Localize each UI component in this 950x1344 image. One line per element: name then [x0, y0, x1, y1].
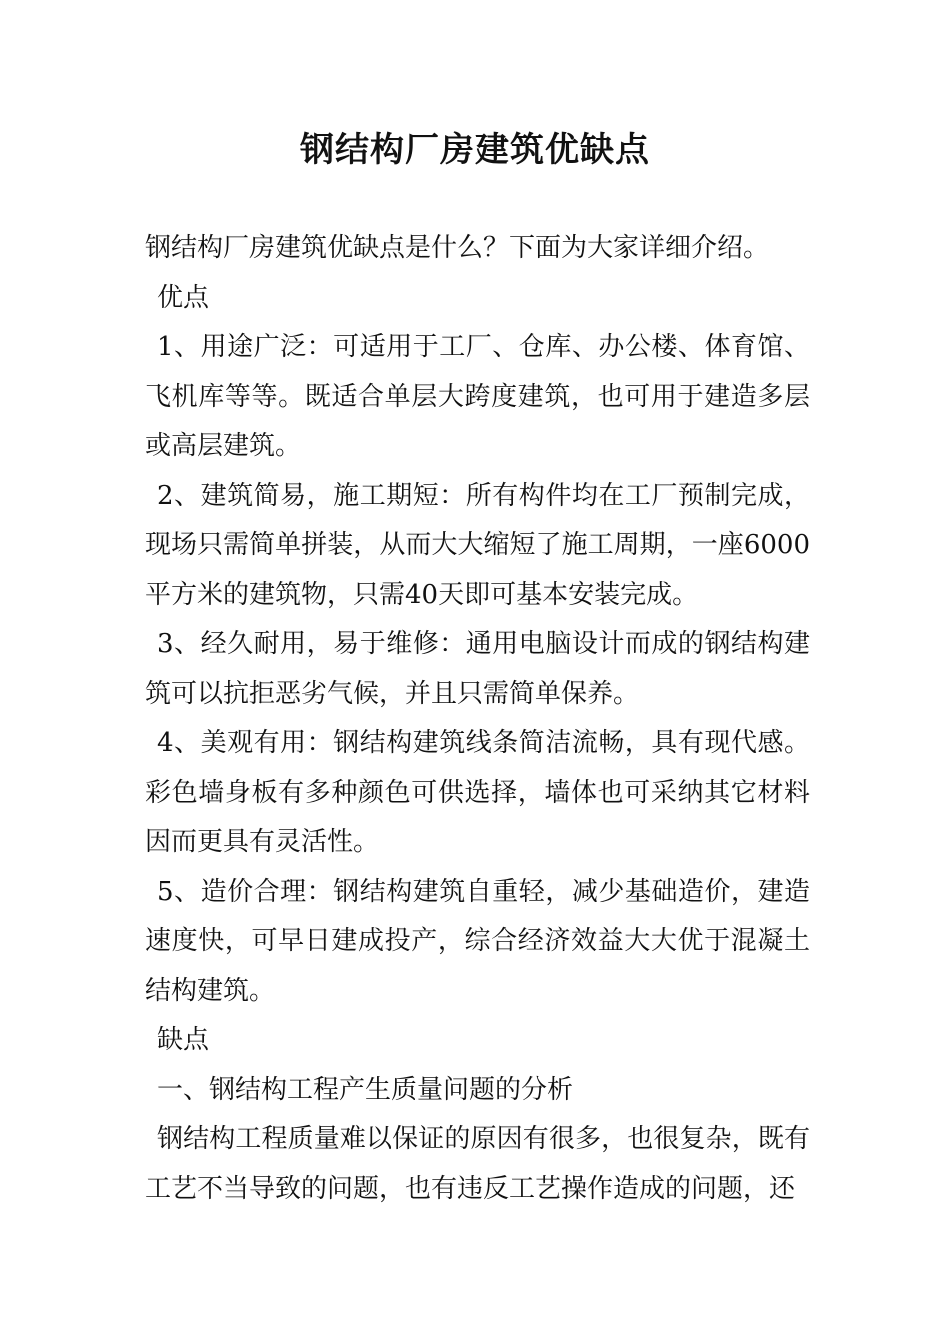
advantage-1-paragraph: 1、用途广泛：可适用于工厂、仓库、办公楼、体育馆、飞机库等等。既适合单层大跨度建筑，也可用于建造多层或高层建筑。: [145, 332, 810, 461]
advantages-heading: 优点: [157, 282, 210, 313]
advantage-2-paragraph: 2、建筑简易，施工期短：所有构件均在工厂预制完成，现场只需简单拼装，从而大大缩短了施工周期，一座6000平方米的建筑物，只需40天即可基本安装完成。: [145, 480, 810, 610]
document-body: [145, 224, 810, 1214]
disadvantages-heading: 缺点: [157, 1025, 210, 1055]
section-1-heading: 一、钢结构工程产生质量问题的分析: [157, 1074, 574, 1105]
advantage-3-paragraph: 3、经久耐用，易于维修：通用电脑设计而成的钢结构建筑可以抗拒恶劣气候，并且只需简单保养。: [145, 629, 810, 709]
advantage-4-paragraph: 4、美观有用：钢结构建筑线条简洁流畅，具有现代感。彩色墙身板有多种颜色可供选择，墙体也可采纳其它材料因而更具有灵活性。: [145, 728, 810, 857]
intro-paragraph: 钢结构厂房建筑优缺点是什么？下面为大家详细介绍。: [145, 233, 770, 263]
advantage-5-paragraph: 5、造价合理：钢结构建筑自重轻，减少基础造价，建造速度快，可早日建成投产，综合经济效益大大优于混凝土结构建筑。: [145, 876, 810, 1006]
document-title: 钢结构厂房建筑优缺点: [300, 130, 650, 170]
section-1-paragraph: 钢结构工程质量难以保证的原因有很多，也很复杂，既有工艺不当导致的问题，也有违反工艺操作造成的问题，还: [145, 1124, 810, 1204]
